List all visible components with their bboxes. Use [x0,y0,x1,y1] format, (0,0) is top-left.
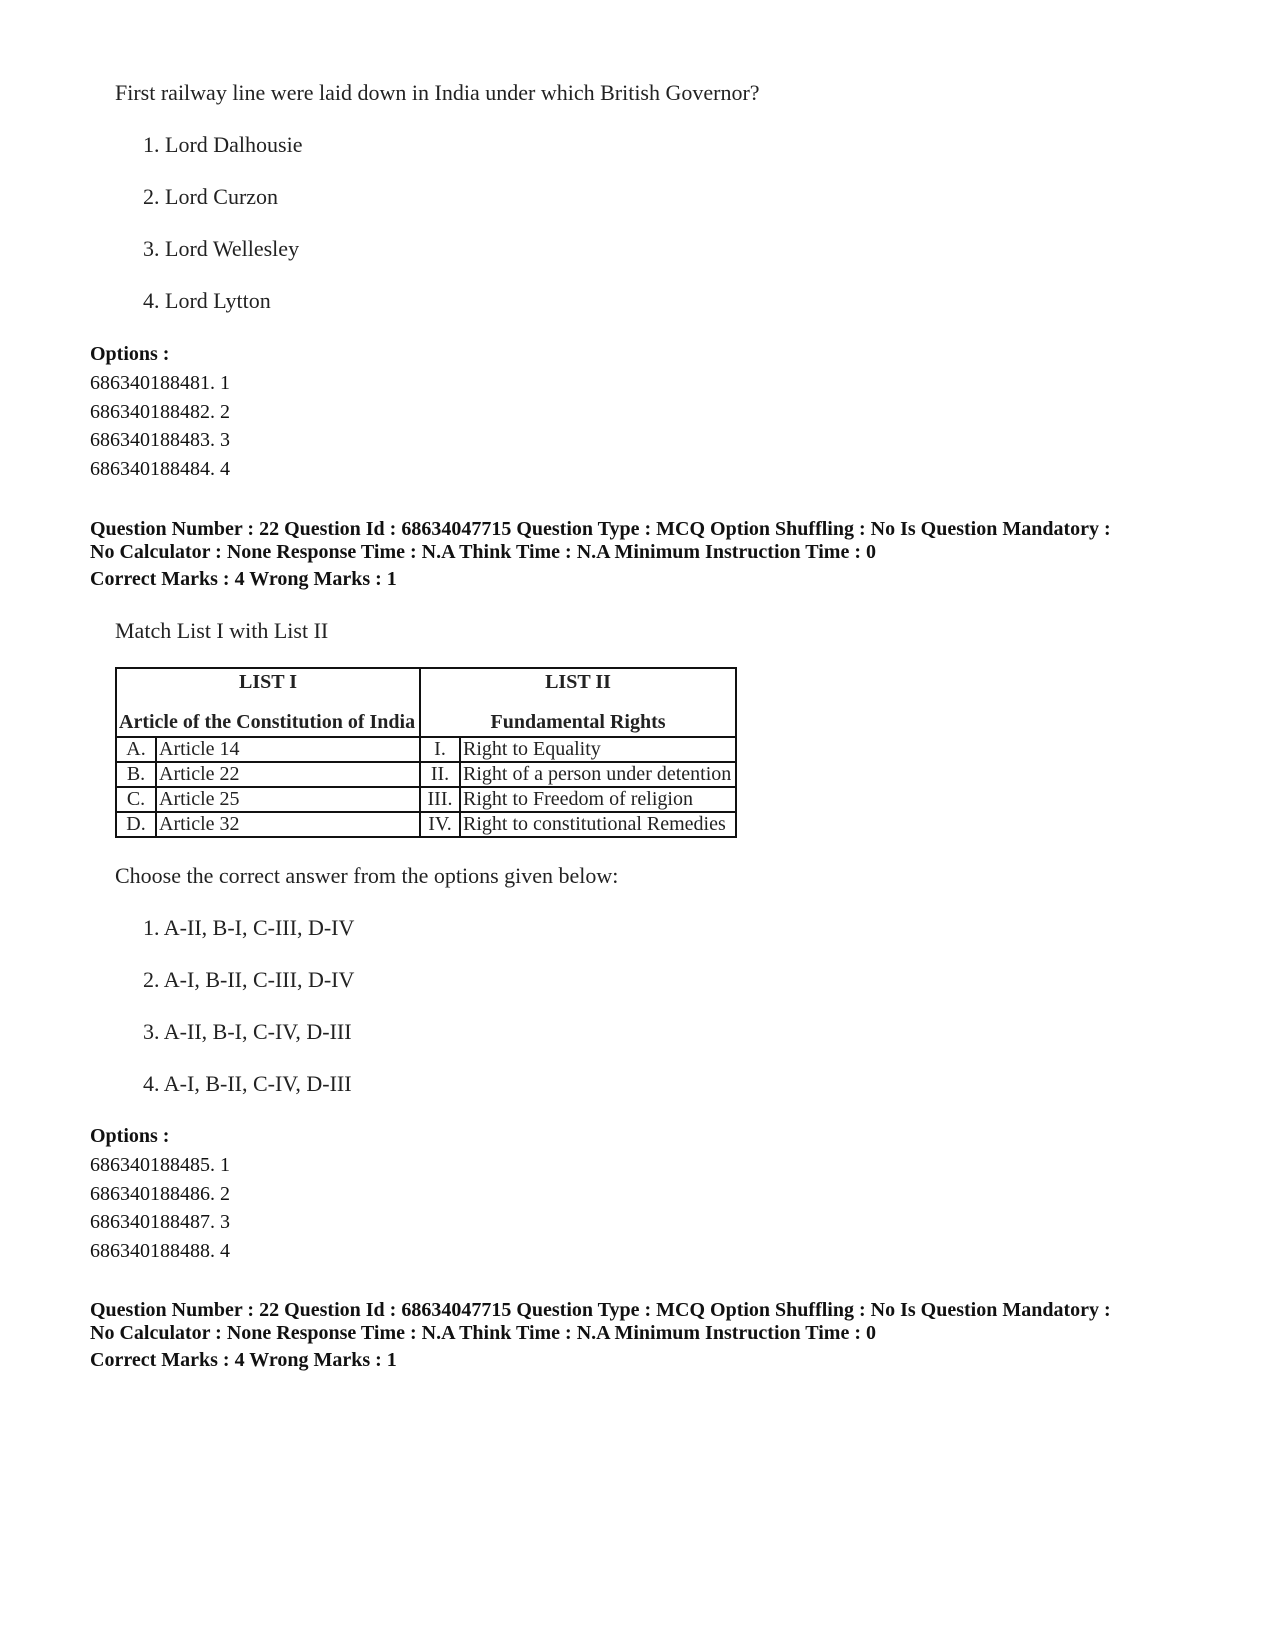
list1-header [116,668,420,737]
instruction-text: Choose the correct answer from the options given below: [115,863,619,888]
option-id: 686340188484. 4 [90,457,230,480]
row-article: Article 32 [156,812,420,837]
meta-line: Question Number : 22 Question Id : 68634047715 Question Type : MCQ Option Shuffling : No Is Question Mandatory : [90,1299,1111,1321]
option-id: 686340188487. 3 [90,1211,230,1233]
row-letter: D. [116,812,156,837]
option-id: 686340188481. 1 [90,372,230,394]
match-table [115,667,737,838]
option-id: 686340188483. 3 [90,429,230,451]
row-right: Right to constitutional Remedies [460,812,736,837]
options-label: Options : [90,343,170,365]
choice-1: 1. A-II, B-I, C-III, D-IV [143,915,355,940]
choice-2: 2. A-I, B-II, C-III, D-IV [143,967,355,992]
choice-3: 3. Lord Wellesley [143,236,300,261]
row-letter: A. [116,737,156,762]
row-article: Article 25 [156,787,420,812]
meta-line: No Calculator : None Response Time : N.A Think Time : N.A Minimum Instruction Time : 0 [90,1322,876,1344]
question-meta [90,518,1190,564]
marks-line: Correct Marks : 4 Wrong Marks : 1 [90,1349,397,1371]
meta-line: Question Number : 22 Question Id : 68634047715 Question Type : MCQ Option Shuffling : No Is Question Mandatory : [90,518,1111,540]
row-numeral: IV. [420,812,460,837]
row-numeral: III. [420,787,460,812]
row-letter: C. [116,787,156,812]
row-numeral: II. [420,762,460,787]
table-row [116,762,736,787]
row-right: Right to Freedom of religion [460,787,736,812]
row-numeral: I. [420,737,460,762]
list2-header [420,668,736,737]
option-id: 686340188486. 2 [90,1182,230,1205]
option-id: 686340188482. 2 [90,400,230,423]
choice-2: 2. Lord Curzon [143,184,279,209]
question-text: First railway line were laid down in India under which British Governor? [115,80,760,105]
marks-line: Correct Marks : 4 Wrong Marks : 1 [90,568,397,590]
row-letter: B. [116,762,156,787]
list1-subtitle: Article of the Constitution of India [119,711,416,733]
list2-subtitle: Fundamental Rights [490,711,666,733]
list2-title: LIST II [545,671,611,693]
table-row [116,737,736,762]
row-right: Right of a person under detention [460,762,736,787]
row-article: Article 22 [156,762,420,787]
options-list [90,369,230,483]
question-text: Match List I with List II [115,618,329,643]
meta-line: No Calculator : None Response Time : N.A Think Time : N.A Minimum Instruction Time : 0 [90,541,876,563]
choice-1: 1. Lord Dalhousie [143,132,303,157]
row-article: Article 14 [156,737,420,762]
question-meta [90,1299,1190,1345]
choice-4: 4. A-I, B-II, C-IV, D-III [143,1071,352,1096]
option-id: 686340188488. 4 [90,1239,230,1262]
choice-3: 3. A-II, B-I, C-IV, D-III [143,1019,352,1044]
table-row [116,787,736,812]
row-right: Right to Equality [460,737,736,762]
options-label: Options : [90,1125,170,1147]
options-list [90,1151,230,1265]
table-row [116,812,736,837]
choice-4: 4. Lord Lytton [143,288,271,313]
option-id: 686340188485. 1 [90,1154,230,1176]
list1-title: LIST I [238,671,297,693]
